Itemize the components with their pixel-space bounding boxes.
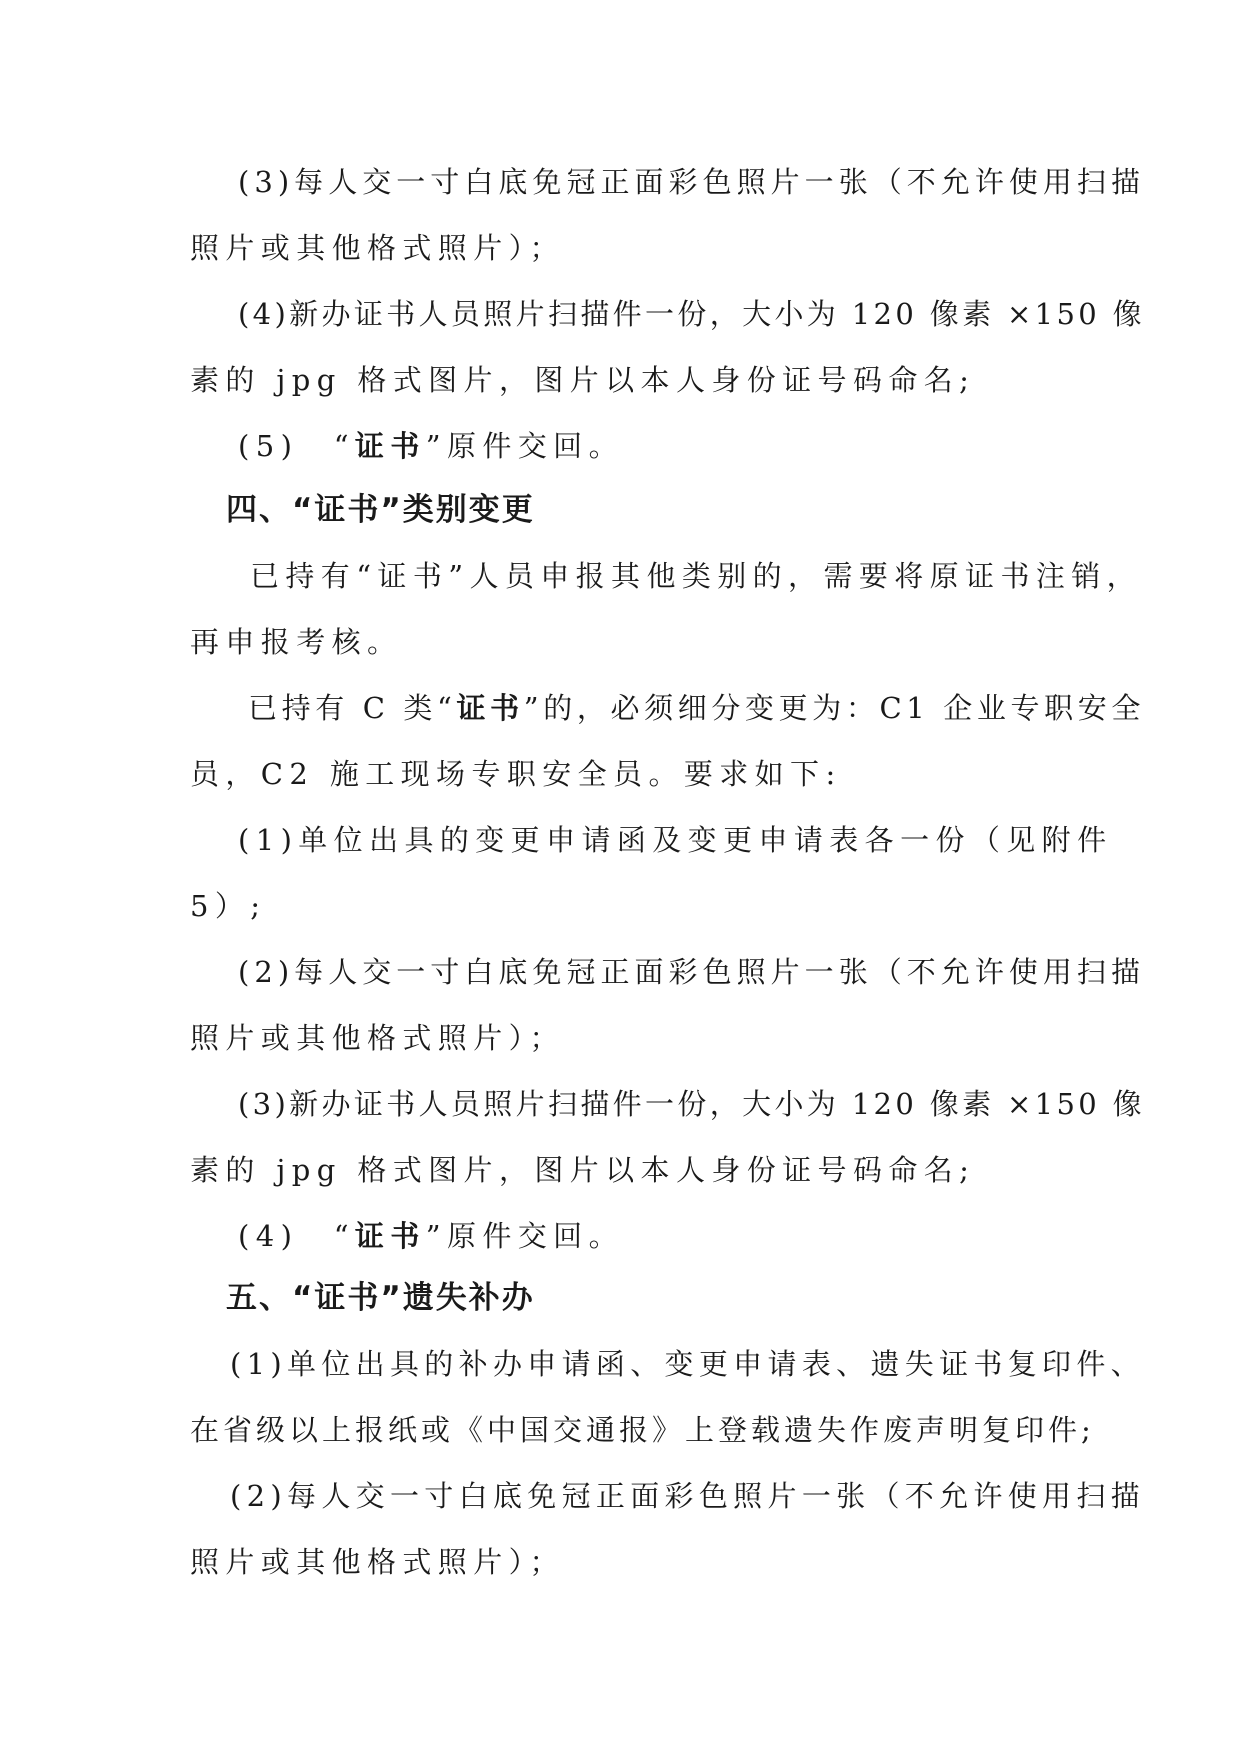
certificate-term: 证书 <box>354 429 426 463</box>
paragraph-line: (4)新办证书人员照片扫描件一份，大小为 120 像素 ×150 像 <box>238 297 1145 331</box>
paragraph-line: 素的 jpg 格式图片，图片以本人身份证号码命名; <box>190 1153 976 1187</box>
paragraph-line: 5）; <box>190 889 267 923</box>
paragraph-line: (1)单位出具的变更申请函及变更申请表各一份（见附件 <box>238 823 1113 857</box>
item-number: (4) <box>238 1219 334 1253</box>
section-heading: 四、“证书”类别变更 <box>226 492 535 528</box>
paragraph-line: 在省级以上报纸或《中国交通报》上登载遗失作废声明复印件; <box>190 1413 1095 1447</box>
certificate-term: 证书 <box>354 1219 426 1253</box>
item-text: 原件交回。 <box>446 429 624 463</box>
paragraph-line: (2)每人交一寸白底免冠正面彩色照片一张（不允许使用扫描 <box>238 955 1145 989</box>
paragraph-line <box>238 1216 624 1256</box>
paragraph-line: 再申报考核。 <box>190 625 403 659</box>
certificate-term: 证书 <box>456 691 524 725</box>
section-heading: 五、“证书”遗失补办 <box>226 1280 535 1316</box>
close-quote: ” <box>425 429 447 463</box>
paragraph-line: (1)单位出具的补办申请函、变更申请表、遗失证书复印件、 <box>230 1347 1145 1381</box>
open-quote: “ <box>333 1219 355 1253</box>
paragraph-line <box>248 688 1145 728</box>
close-quote: ” <box>425 1219 447 1253</box>
paragraph-line: 照片或其他格式照片）； <box>190 231 565 265</box>
item-text: 原件交回。 <box>446 1219 624 1253</box>
paragraph-line: 素的 jpg 格式图片，图片以本人身份证号码命名; <box>190 363 976 397</box>
paragraph-line: 照片或其他格式照片）； <box>190 1545 565 1579</box>
paragraph-line: 已持有“证书”人员申报其他类别的，需要将原证书注销， <box>250 559 1143 593</box>
paragraph-line: (2)每人交一寸白底免冠正面彩色照片一张（不允许使用扫描 <box>230 1479 1145 1513</box>
paragraph-line: (3)每人交一寸白底免冠正面彩色照片一张（不允许使用扫描 <box>238 165 1145 199</box>
paragraph-line: 照片或其他格式照片）； <box>190 1021 565 1055</box>
open-quote: “ <box>333 429 355 463</box>
paragraph-line: 员，C2 施工现场专职安全员。要求如下: <box>190 757 842 791</box>
paragraph-text: 已持有 C 类“ <box>248 691 457 725</box>
paragraph-line: (3)新办证书人员照片扫描件一份，大小为 120 像素 ×150 像 <box>238 1087 1145 1121</box>
item-number: (5) <box>238 429 334 463</box>
paragraph-text: ”的，必须细分变更为：C1 企业专职安全 <box>523 691 1145 725</box>
paragraph-line <box>238 426 624 466</box>
